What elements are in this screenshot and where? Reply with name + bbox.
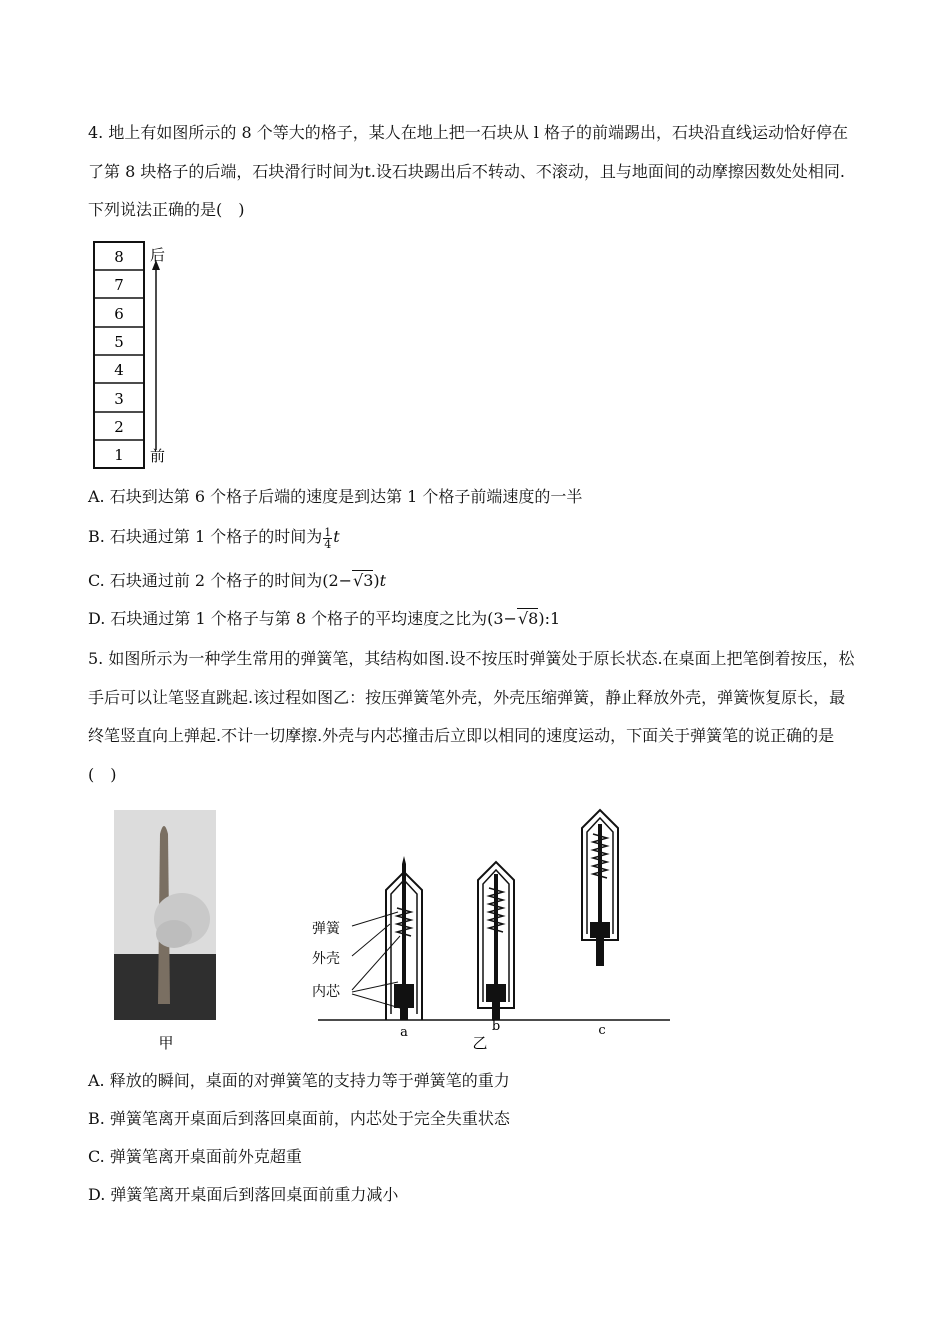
label-core: 内芯 (312, 984, 340, 1000)
grid-label: 3 (114, 390, 124, 408)
q5-option-b: B. 弹簧笔离开桌面后到落回桌面前，内芯处于完全失重状态 (88, 1109, 510, 1128)
grid-label: 6 (114, 305, 124, 323)
grid-figure (90, 238, 180, 472)
q5-option-a: A. 释放的瞬间，桌面的对弹簧笔的支持力等于弹簧笔的重力 (88, 1071, 510, 1090)
label-shell: 外壳 (312, 951, 340, 967)
question-5-stem: 5. 如图所示为一种学生常用的弹簧笔，其结构如图.设不按压时弹簧处于原长状态.在桌面上把笔倒着按压，松手后可以让笔竖直跳起.该过程如图乙：按压弹簧笔外壳，外壳压缩弹簧，静止释放外壳，弹簧恢复原长，最终笔竖直向上弹起.不计一切摩擦.外壳与内芯撞击后立即以相同的速度运动，下面关于弹簧笔的说正确的是( ) (88, 649, 855, 784)
q4-option-c: C. 石块通过前 2 个格子的时间为(2−√3)t (88, 571, 387, 590)
question-4-stem: 4. 地上有如图所示的 8 个等大的格子，某人在地上把一石块从 l 格子的前端踢出，石块沿直线运动恰好停在了第 8 块格子的后端，石块滑行时间为t.设石块踢出后不转动、不滚动，且与地面间的动摩擦因数处处相同.下列说法正确的是( ) (88, 123, 848, 219)
grid-label: 5 (114, 333, 124, 351)
spring-pen-figure (108, 804, 678, 1054)
grid-label: 2 (114, 418, 124, 436)
label-yi: 乙 (472, 1034, 488, 1052)
sqrt: √8 (517, 609, 539, 628)
pen-a (386, 856, 422, 1020)
q5-option-c: C. 弹簧笔离开桌面前外克超重 (88, 1147, 302, 1166)
grid-label: 4 (114, 361, 124, 379)
grid-label: 7 (114, 276, 124, 294)
q4-option-a: A. 石块到达第 6 个格子后端的速度是到达第 1 个格子前端速度的一半 (88, 487, 583, 506)
label-jia: 甲 (158, 1034, 174, 1052)
q4-option-d: D. 石块通过第 1 个格子与第 8 个格子的平均速度之比为(3−√8):1 (88, 609, 561, 628)
q5-option-d: D. 弹簧笔离开桌面后到落回桌面前重力减小 (88, 1185, 399, 1204)
label-a: a (400, 1025, 408, 1040)
q4-option-b: B. 石块通过第 1 个格子的时间为 $\frac{1}{4}$ t (88, 526, 340, 551)
label-front: 前 (150, 447, 166, 465)
label-back: 后 (150, 246, 166, 264)
pen-c (582, 810, 618, 966)
label-spring: 弹簧 (312, 921, 340, 937)
fraction: $\frac{1}{4}$ (324, 526, 332, 551)
sqrt: √3 (353, 571, 374, 590)
grid-label: 1 (114, 446, 124, 464)
label-c: c (598, 1023, 606, 1038)
pen-b (478, 862, 514, 1020)
label-b: b (491, 1019, 501, 1034)
grid-label: 8 (114, 248, 124, 266)
